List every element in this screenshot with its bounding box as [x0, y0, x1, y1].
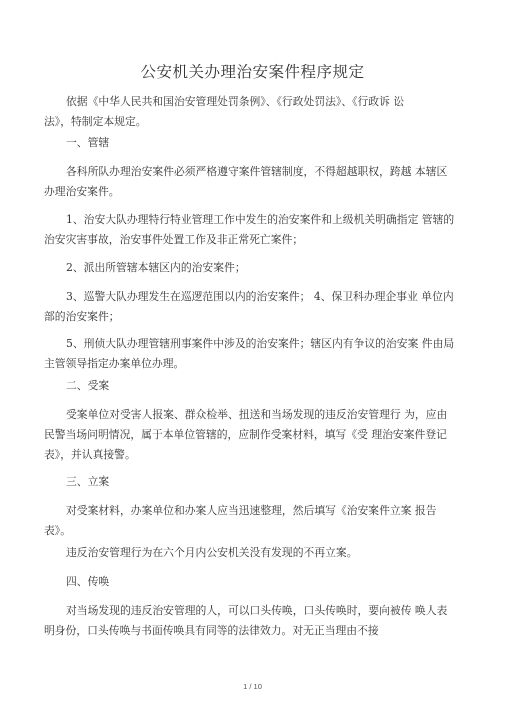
text-line: 3、巡警大队办理发生在巡逻范围以内的治安案件； 4、保卫科办理企事业 单位内 [66, 290, 454, 303]
page-number: 1 / 10 [243, 682, 262, 691]
filing-paragraph-2 [44, 543, 464, 563]
text-line: 法》，特制定本规定。 [44, 115, 147, 128]
text-line: 对受案材料，办案单位和办案人应当迅速整理，然后填写《治安案件立案 报告 [66, 504, 437, 517]
text-line: 违反治安管理行为在六个月内公安机关没有发现的不再立案。 [66, 546, 358, 559]
section-heading-jurisdiction: 一、管辖 [66, 136, 110, 149]
filing-paragraph [44, 501, 464, 541]
text-line: 对当场发现的违反治安管理的人，可以口头传唤，口头传唤时，要向被传 唤人表 [66, 604, 448, 617]
text-line: 2、派出所管辖本辖区内的治安案件； [66, 261, 246, 274]
list-item [44, 334, 464, 374]
text-line: 部的治安案件； [44, 310, 120, 323]
summons-paragraph [44, 601, 464, 641]
text-line: 主管领导指定办案单位办理。 [44, 357, 185, 370]
text-line: 各科所队办理治安案件必须严格遵守案件管辖制度，不得超越职权，跨越 本辖区 [66, 165, 448, 178]
list-item [44, 258, 464, 278]
list-item [44, 287, 464, 327]
text-line: 民警当场问明情况，属于本单位管辖的，应制作受案材料，填写《受 理治安案件登记 [44, 428, 447, 441]
text-line: 治安灾害事故，治安事件处置工作及非正常死亡案件； [44, 233, 304, 246]
intro-paragraph [44, 92, 464, 132]
jurisdiction-paragraph [44, 162, 464, 202]
case-acceptance-paragraph [44, 405, 464, 465]
text-line: 办理治安案件。 [44, 185, 120, 198]
text-line: 1、治安大队办理特行特业管理工作中发生的治安案件和上级机关明确指定 管辖的 [66, 213, 455, 226]
section-heading-summons: 四、传唤 [66, 575, 110, 588]
text-line: 表》，并认真接警。 [44, 448, 136, 461]
text-line: 依据《中华人民共和国治安管理处罚条例》、《行政处罚法》、《行政诉 讼 [66, 95, 405, 108]
list-item [44, 210, 464, 250]
text-line: 明身份，口头传唤与书面传唤具有同等的法律效力。对无正当理由不接 [44, 624, 379, 637]
section-heading-case-acceptance: 二、受案 [66, 379, 110, 392]
text-line: 表》。 [44, 524, 71, 537]
text-line: 受案单位对受害人报案、群众检举、扭送和当场发现的违反治安管理行 为，应由 [66, 408, 448, 421]
text-line: 5、刑侦大队办理管辖刑事案件中涉及的治安案件；辖区内有争议的治安案 件由局 [66, 337, 455, 350]
section-heading-filing: 三、立案 [66, 475, 110, 488]
document-title: 公安机关办理治安案件程序规定 [140, 63, 365, 81]
